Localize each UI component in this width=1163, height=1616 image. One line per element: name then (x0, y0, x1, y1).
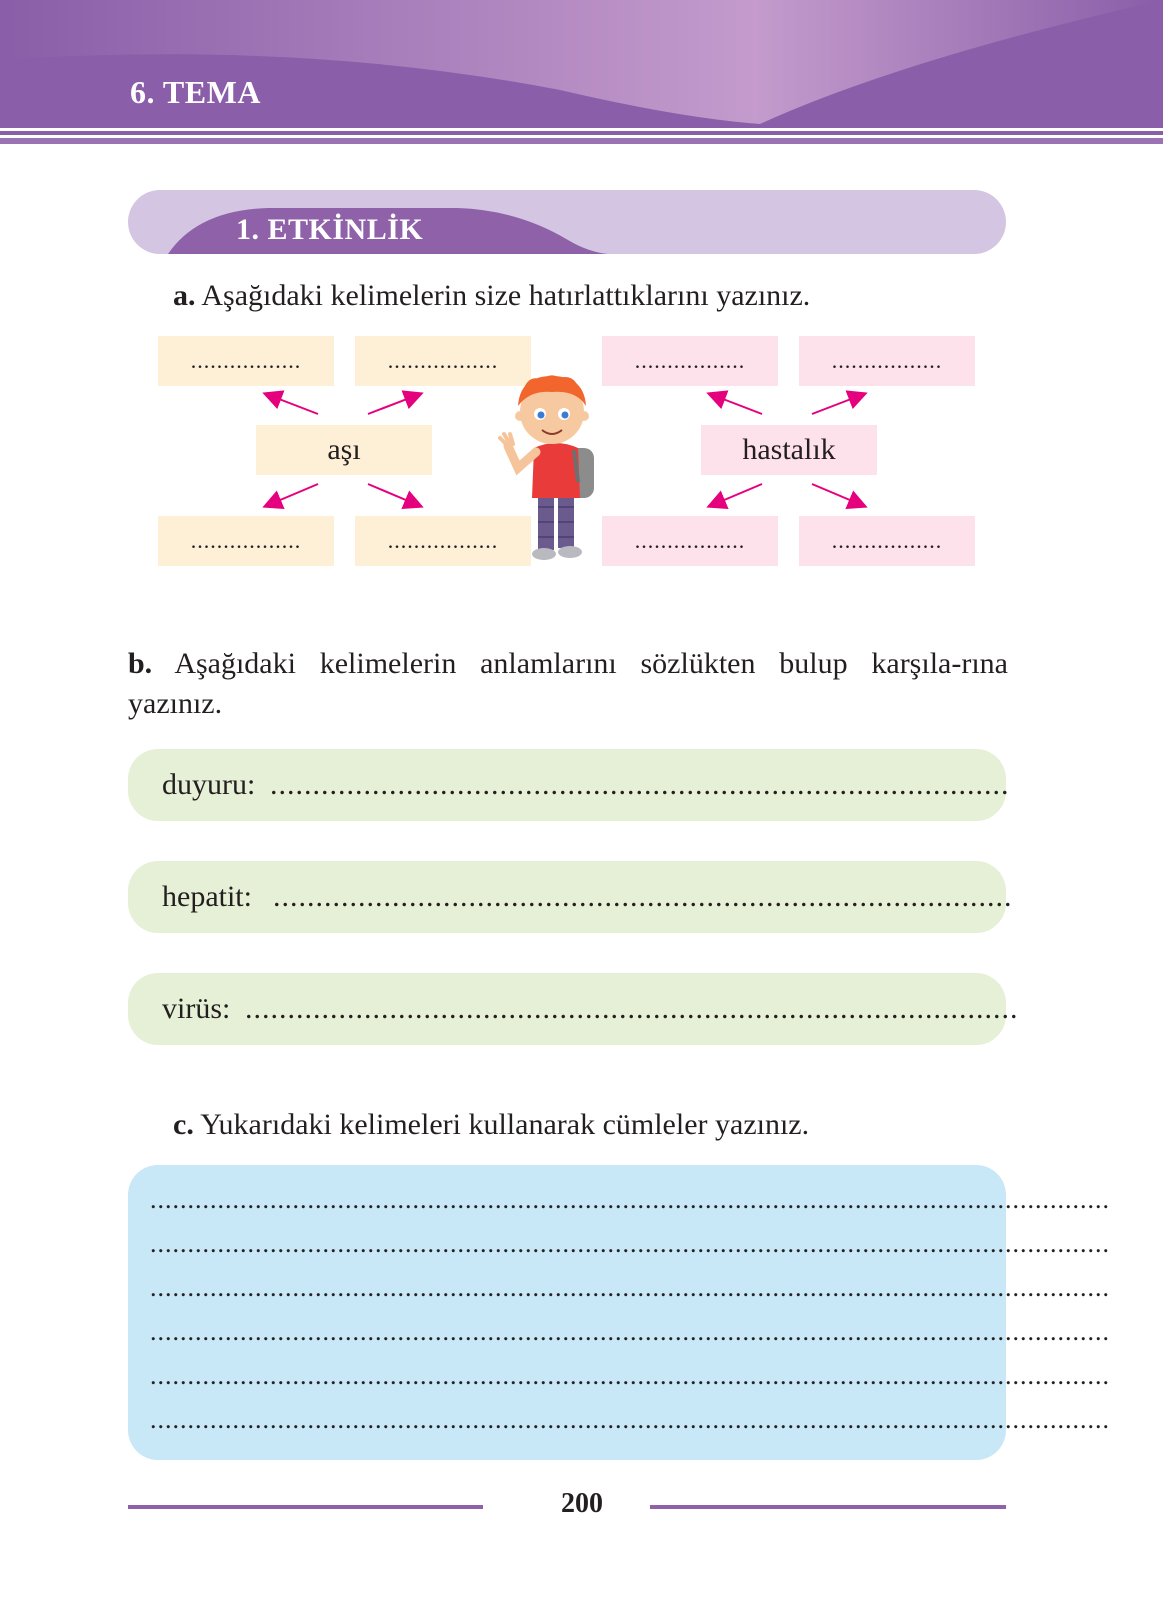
hastalik-blank-bottom-left[interactable]: ................. (602, 516, 778, 566)
arrow-asi-bottom-right (368, 484, 420, 506)
boy-illustration (490, 372, 610, 572)
arrow-hastalik-bottom-right (812, 484, 864, 506)
definition-row-duyuru (128, 749, 1010, 821)
activity-title: 1. ETKİNLİK (236, 213, 424, 246)
definition-row-hepatit (128, 861, 1013, 933)
asi-blank-bottom-left[interactable]: ................. (158, 516, 334, 566)
theme-title: 6. TEMA (130, 74, 261, 110)
question-c-label: c. (173, 1108, 194, 1141)
definition-term-hepatit: hepatit: (162, 880, 252, 913)
question-a (173, 276, 810, 316)
sentence-writing-area (128, 1165, 1110, 1460)
sentence-line-4[interactable]: ................................................................................................................................ (150, 1317, 1110, 1346)
asi-blank-top-left[interactable]: ................. (158, 336, 334, 386)
sentence-line-3[interactable]: ................................................................................................................................ (150, 1273, 1110, 1302)
sentence-line-2[interactable]: ................................................................................................................................ (150, 1229, 1110, 1258)
question-a-label: a. (173, 279, 196, 312)
definition-blank-duyuru[interactable]: ....................................................................................... (270, 768, 1010, 801)
arrow-hastalik-top-right (812, 394, 864, 414)
hastalik-blank-top-right[interactable]: ................. (799, 336, 975, 386)
question-b (128, 644, 1008, 724)
arrow-asi-top-left (266, 394, 318, 414)
question-a-text: Aşağıdaki kelimelerin size hatırlattıklarını yazınız. (201, 279, 811, 312)
arrow-hastalik-top-left (710, 394, 762, 414)
hastalik-blank-top-left[interactable]: ................. (602, 336, 778, 386)
definition-blank-hepatit[interactable]: ....................................................................................... (273, 880, 1013, 913)
footer-rule-left (128, 1505, 483, 1509)
question-c-text: Yukarıdaki kelimeleri kullanarak cümleler yazınız. (200, 1108, 810, 1141)
definition-term-duyuru: duyuru: (162, 768, 256, 801)
question-c (173, 1105, 809, 1145)
definition-row-virus (128, 973, 1019, 1045)
sentence-line-5[interactable]: ................................................................................................................................ (150, 1361, 1110, 1390)
definition-blank-virus[interactable]: ........................................................................................... (245, 992, 1019, 1025)
arrow-asi-bottom-left (266, 484, 318, 506)
asi-blank-bottom-right[interactable]: ................. (355, 516, 531, 566)
page-number: 200 (561, 1488, 603, 1519)
word-box-asi: aşı (256, 425, 432, 475)
arrow-asi-top-right (368, 394, 420, 414)
definition-term-virus: virüs: (162, 992, 231, 1025)
arrow-hastalik-bottom-left (710, 484, 762, 506)
word-box-hastalik: hastalık (701, 425, 877, 475)
footer-rule-right (650, 1505, 1006, 1509)
question-b-label: b. (128, 647, 153, 680)
question-b-text: Aşağıdaki kelimelerin anlamlarını sözlükten bulup karşıla-rına yazınız. (128, 647, 1008, 720)
sentence-line-1[interactable]: ................................................................................................................................ (150, 1185, 1110, 1214)
hastalik-blank-bottom-right[interactable]: ................. (799, 516, 975, 566)
sentence-line-6[interactable]: ................................................................................................................................ (150, 1405, 1110, 1434)
asi-blank-top-right[interactable]: ................. (355, 336, 531, 386)
